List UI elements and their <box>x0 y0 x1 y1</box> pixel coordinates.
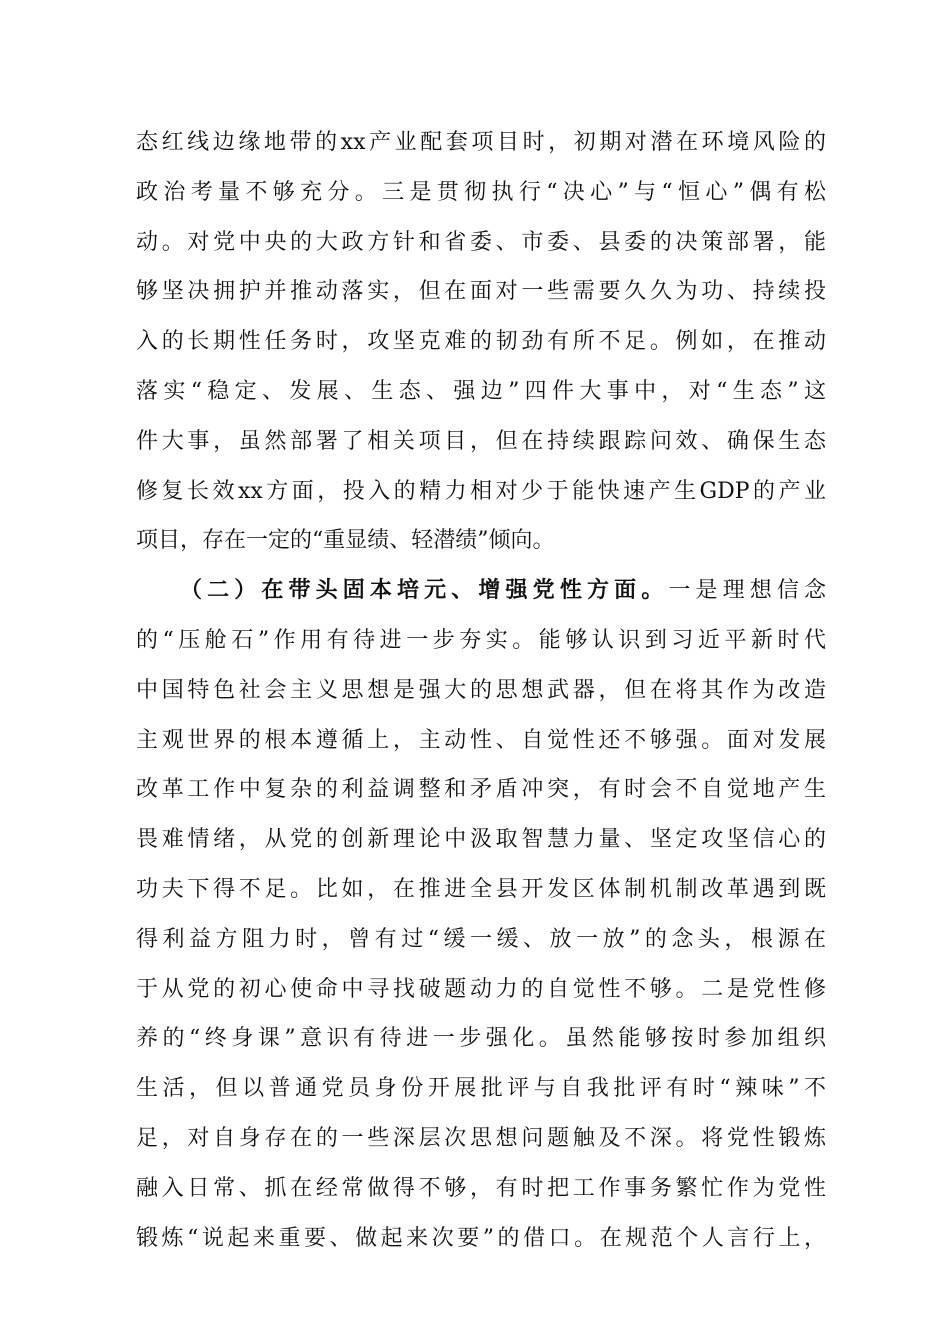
section-heading: （二）在带头固本培元、增强党性方面。 <box>180 577 669 604</box>
text-line-17: 得利益方阻力时，曾有过“缓一缓、放一放”的念头，根源在 <box>136 926 826 952</box>
text-line-7: 件大事，虽然部署了相关项目，但在持续跟踪问效、确保生态 <box>136 428 826 454</box>
text-line-13: 主观世界的根本遵循上，主动性、自觉性还不够强。面对发展 <box>136 727 826 753</box>
text-line-19: 养的“终身课”意识有待进一步强化。虽然能够按时参加组织 <box>136 1026 826 1052</box>
text-line-20: 生活，但以普通党员身份开展批评与自我批评有时“辣味”不 <box>136 1076 826 1102</box>
text-line-22: 融入日常、抓在经常做得不够，有时把工作事务繁忙作为党性 <box>136 1175 826 1201</box>
text-line-1: 态红线边缘地带的xx产业配套项目时，初期对潜在环境风险的 <box>136 130 826 155</box>
text-line-11: 的“压舱石”作用有待进一步夯实。能够认识到习近平新时代 <box>136 627 826 653</box>
section-heading-continuation: 一是理想信念 <box>668 578 826 604</box>
text-line-15: 畏难情绪，从党的创新理论中汲取智慧力量、坚定攻坚信心的 <box>136 827 826 853</box>
text-line-9: 项目，存在一定的“重显绩、轻潜绩”倾向。 <box>136 528 555 554</box>
text-line-5: 入的长期性任务时，攻坚克难的韧劲有所不足。例如，在推动 <box>136 329 826 355</box>
text-line-2: 政治考量不够充分。三是贯彻执行“决心”与“恒心”偶有松 <box>136 179 826 205</box>
text-line-3: 动。对党中央的大政方针和省委、市委、县委的决策部署，能 <box>136 229 826 255</box>
text-line-4: 够坚决拥护并推动落实，但在面对一些需要久久为功、持续投 <box>136 279 826 305</box>
text-line-16: 功夫下得不足。比如，在推进全县开发区体制机制改革遇到既 <box>136 876 826 902</box>
section-heading-line <box>136 566 826 616</box>
body-text <box>136 118 826 1263</box>
text-line-21: 足，对自身存在的一些深层次思想问题触及不深。将党性锻炼 <box>136 1125 826 1151</box>
text-line-6: 落实“稳定、发展、生态、强边”四件大事中，对“生态”这 <box>136 378 826 404</box>
text-line-8: 修复长效xx方面，投入的精力相对少于能快速产生GDP的产业 <box>136 478 826 504</box>
text-line-14: 改革工作中复杂的利益调整和矛盾冲突，有时会不自觉地产生 <box>136 777 826 803</box>
text-line-18: 于从党的初心使命中寻找破题动力的自觉性不够。二是党性修 <box>136 976 826 1002</box>
text-line-23: 锻炼“说起来重要、做起来次要”的借口。在规范个人言行上， <box>136 1225 826 1251</box>
text-line-12: 中国特色社会主义思想是强大的思想武器，但在将其作为改造 <box>136 677 826 703</box>
